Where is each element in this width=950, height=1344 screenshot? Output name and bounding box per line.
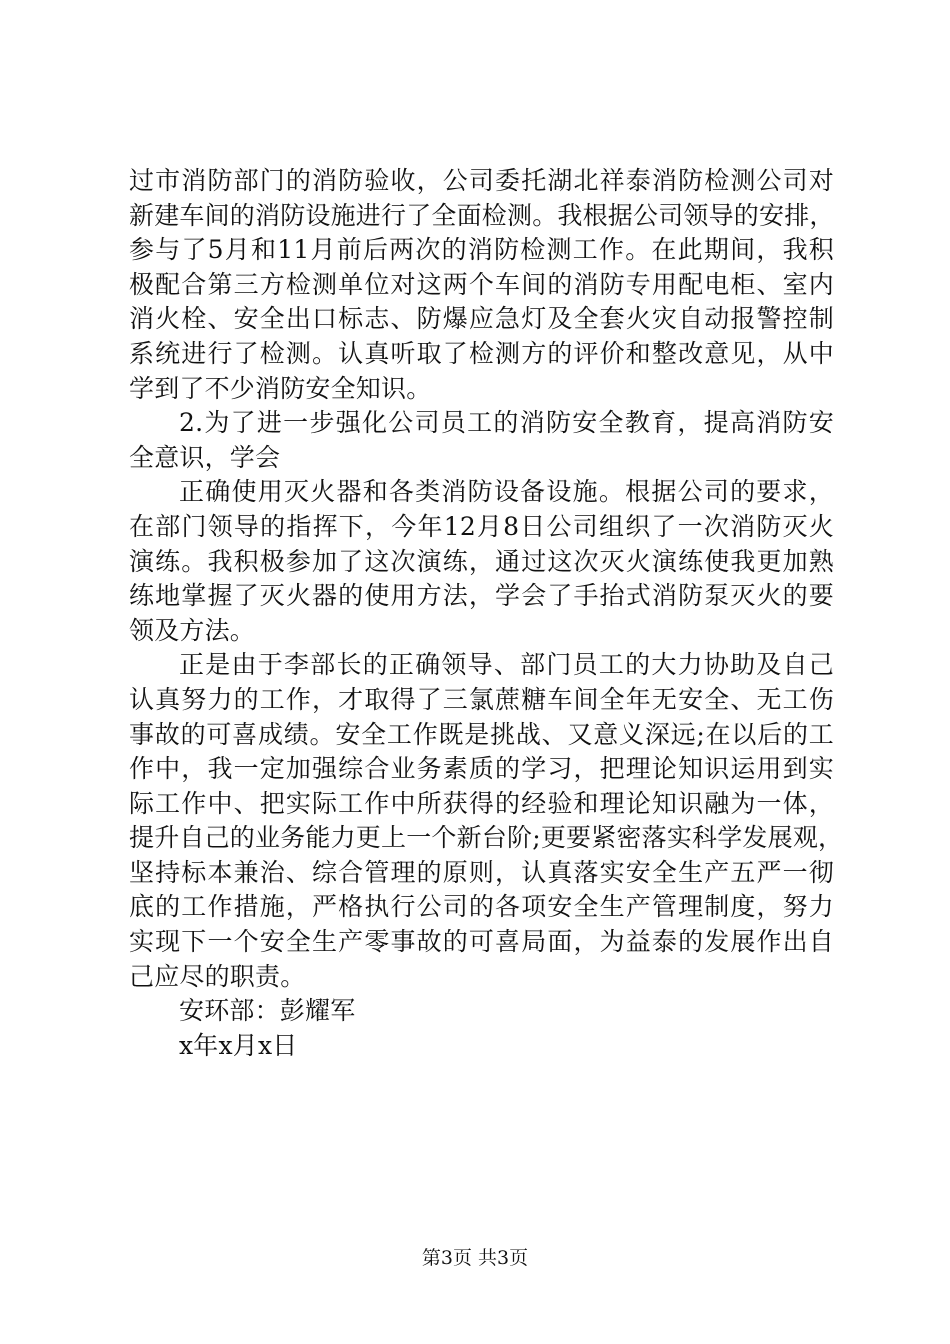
text-line: 演练。我积极参加了这次演练，通过这次灭火演练使我更加熟 [129, 546, 834, 576]
text-line: 底的工作措施，严格执行公司的各项安全生产管理制度，努力 [129, 892, 834, 922]
text-line: 学到了不少消防安全知识。 [129, 373, 432, 403]
text-line: 正是由于李部长的正确领导、部门员工的大力协助及自己 [179, 650, 834, 680]
text-line: 过市消防部门的消防验收，公司委托湖北祥泰消防检测公司对 [129, 166, 834, 195]
text-line: 参与了5月和11月前后两次的消防检测工作。在此期间，我积 [129, 235, 834, 265]
document-body [129, 164, 844, 1063]
text-line: 实现下一个安全生产零事故的可喜局面，为益泰的发展作出自 [129, 927, 834, 957]
text-line: 2.为了进一步强化公司员工的消防安全教育，提高消防安 [179, 408, 834, 438]
text-line: 作中，我一定加强综合业务素质的学习，把理论知识运用到实 [129, 754, 834, 784]
text-line: 提升自己的业务能力更上一个新台阶;更要紧密落实科学发展观， [129, 823, 844, 853]
text-line: 在部门领导的指挥下，今年12月8日公司组织了一次消防灭火 [129, 511, 834, 541]
text-line: 练地掌握了灭火器的使用方法，学会了手抬式消防泵灭火的要 [129, 581, 834, 611]
text-line: 事故的可喜成绩。安全工作既是挑战、又意义深远;在以后的工 [129, 719, 834, 749]
text-line: 坚持标本兼治、综合管理的原则，认真落实安全生产五严一彻 [129, 857, 834, 887]
text-line: 新建车间的消防设施进行了全面检测。我根据公司领导的安排， [129, 200, 835, 230]
text-line: 极配合第三方检测单位对这两个车间的消防专用配电柜、室内 [129, 269, 834, 299]
page-footer [0, 1243, 950, 1270]
text-line: 全意识，学会 [129, 442, 281, 472]
date-line: x年x月x日 [179, 1030, 298, 1060]
text-line: 正确使用灭火器和各类消防设备设施。根据公司的要求， [179, 477, 834, 507]
text-line: 领及方法。 [129, 615, 256, 645]
text-line: 认真努力的工作，才取得了三氯蔗糖车间全年无安全、无工伤 [129, 684, 834, 714]
text-line: 己应尽的职责。 [129, 961, 306, 991]
text-line: 际工作中、把实际工作中所获得的经验和理论知识融为一体， [129, 788, 834, 818]
text-line: 消火栓、安全出口标志、防爆应急灯及全套火灾自动报警控制 [129, 304, 834, 334]
signature: 安环部：彭耀军 [179, 996, 356, 1026]
page-number: 第3页 共3页 [421, 1247, 529, 1269]
text-line: 系统进行了检测。认真听取了检测方的评价和整改意见，从中 [129, 338, 834, 368]
